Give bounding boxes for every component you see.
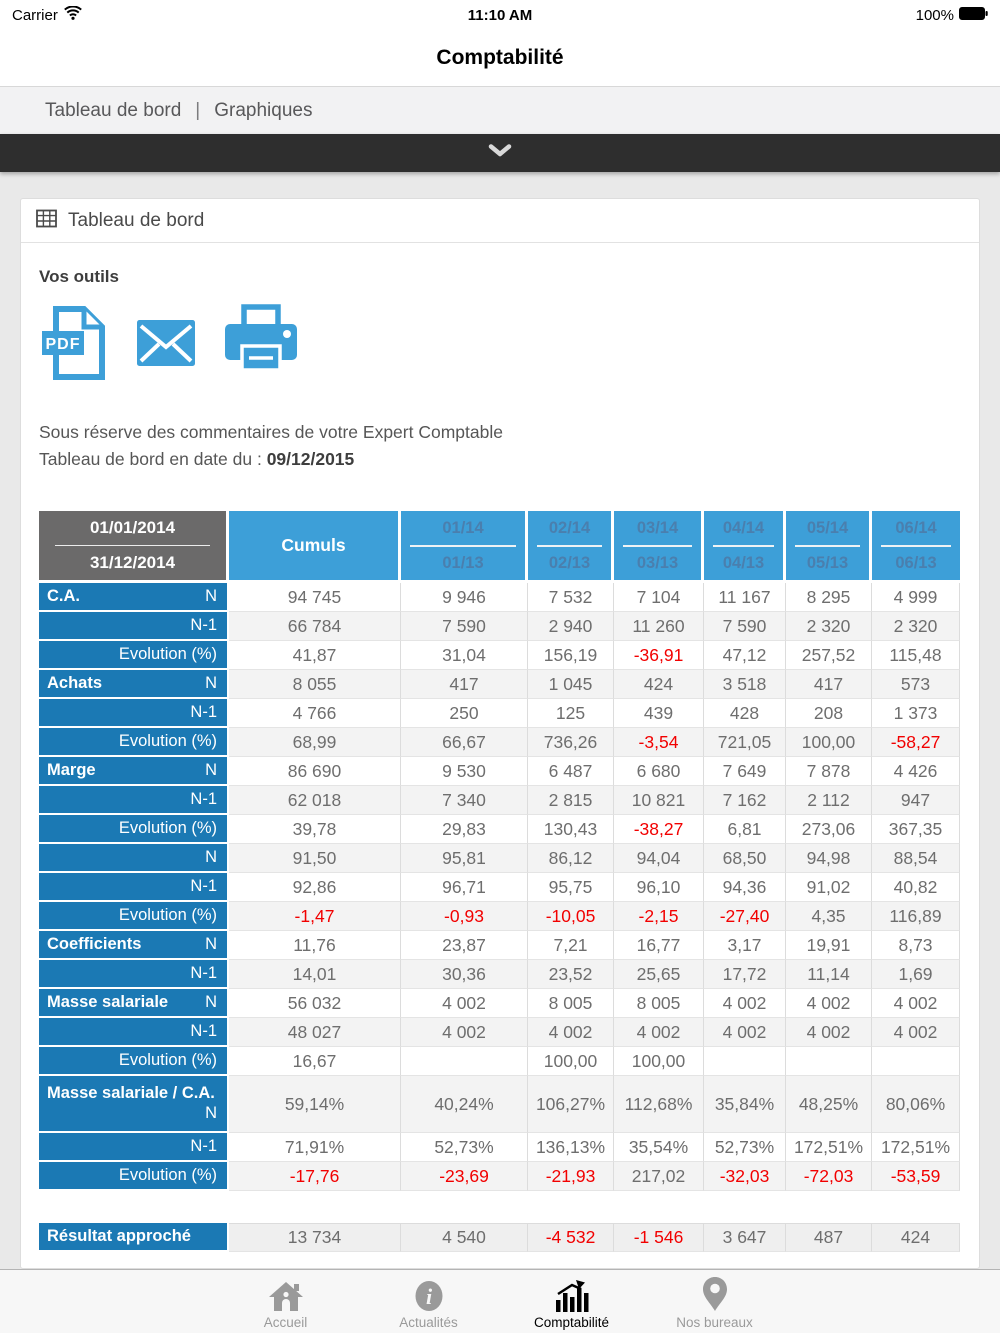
table-cell: 2 320 bbox=[872, 612, 960, 641]
table-cell: 4 540 bbox=[401, 1223, 528, 1252]
table-cell: 257,52 bbox=[786, 641, 872, 670]
table-cell: 88,54 bbox=[872, 844, 960, 873]
map-pin-icon bbox=[702, 1278, 728, 1312]
table-cell: 29,83 bbox=[401, 815, 528, 844]
table-cell: 91,02 bbox=[786, 873, 872, 902]
table-cell: 80,06% bbox=[872, 1076, 960, 1133]
row-label: N-1 bbox=[39, 699, 229, 728]
table-cell bbox=[872, 1047, 960, 1076]
wifi-icon bbox=[64, 6, 82, 24]
table-cell: 95,81 bbox=[401, 844, 528, 873]
send-email-button[interactable] bbox=[137, 320, 195, 366]
row-label: Evolution (%) bbox=[39, 902, 229, 931]
table-cell: 8 005 bbox=[528, 989, 614, 1018]
dashboard-table bbox=[39, 511, 960, 1252]
table-cell: -3,54 bbox=[614, 728, 704, 757]
table-cell: 7 590 bbox=[704, 612, 786, 641]
table-cell: 106,27% bbox=[528, 1076, 614, 1133]
table-row bbox=[39, 583, 960, 612]
tab-actualites[interactable] bbox=[357, 1270, 500, 1333]
table-cell: 4 002 bbox=[786, 1018, 872, 1047]
table-row bbox=[39, 670, 960, 699]
table-cell: 4 002 bbox=[614, 1018, 704, 1047]
table-cell: 16,67 bbox=[229, 1047, 401, 1076]
pdf-export-button[interactable] bbox=[39, 305, 109, 381]
table-cell: -0,93 bbox=[401, 902, 528, 931]
table-row bbox=[39, 1133, 960, 1162]
table-row bbox=[39, 1162, 960, 1191]
table-cell: 1 045 bbox=[528, 670, 614, 699]
table-cell: -32,03 bbox=[704, 1162, 786, 1191]
tab-label: Nos bureaux bbox=[676, 1315, 753, 1330]
row-label: Evolution (%) bbox=[39, 815, 229, 844]
result-row bbox=[39, 1223, 960, 1252]
row-label: Achats N bbox=[39, 670, 229, 699]
table-row bbox=[39, 1076, 960, 1133]
table-cell: 41,87 bbox=[229, 641, 401, 670]
battery-percent: 100% bbox=[915, 6, 954, 24]
table-cell: 30,36 bbox=[401, 960, 528, 989]
table-row bbox=[39, 757, 960, 786]
table-cell: -58,27 bbox=[872, 728, 960, 757]
table-row bbox=[39, 960, 960, 989]
table-cell: 7 104 bbox=[614, 583, 704, 612]
page-title: Comptabilité bbox=[436, 46, 564, 69]
table-cell: 59,14% bbox=[229, 1076, 401, 1133]
table-spacer-row bbox=[39, 1191, 960, 1223]
table-cell: 4 002 bbox=[872, 989, 960, 1018]
note-line1: Sous réserve des commentaires de votre Expert Comptable bbox=[39, 422, 503, 442]
bar-chart-icon bbox=[554, 1278, 590, 1312]
row-label: N bbox=[39, 844, 229, 873]
month-header: 04/14 04/13 bbox=[704, 511, 786, 583]
table-cell: -38,27 bbox=[614, 815, 704, 844]
table-cell: 56 032 bbox=[229, 989, 401, 1018]
table-cell: 100,00 bbox=[786, 728, 872, 757]
info-icon bbox=[414, 1278, 444, 1312]
tools-row bbox=[39, 303, 961, 383]
svg-text:i: i bbox=[425, 1284, 432, 1309]
table-row bbox=[39, 989, 960, 1018]
tab-label: Accueil bbox=[263, 1315, 308, 1330]
svg-text:PDF: PDF bbox=[45, 336, 81, 353]
table-row bbox=[39, 931, 960, 960]
table-cell: 4 426 bbox=[872, 757, 960, 786]
table-cell: 721,05 bbox=[704, 728, 786, 757]
table-cell: 62 018 bbox=[229, 786, 401, 815]
printer-icon bbox=[223, 304, 299, 382]
table-cell: 9 530 bbox=[401, 757, 528, 786]
table-cell: 208 bbox=[786, 699, 872, 728]
card-title: Tableau de bord bbox=[68, 209, 205, 231]
table-cell: 428 bbox=[704, 699, 786, 728]
row-label: Masse salariale / C.A. N bbox=[39, 1076, 229, 1133]
table-cell: -23,69 bbox=[401, 1162, 528, 1191]
table-cell: 31,04 bbox=[401, 641, 528, 670]
table-cell: 2 112 bbox=[786, 786, 872, 815]
month-header: 01/14 01/13 bbox=[401, 511, 528, 583]
table-cell: 7 340 bbox=[401, 786, 528, 815]
table-cell: 86 690 bbox=[229, 757, 401, 786]
table-cell: 7 532 bbox=[528, 583, 614, 612]
title-bar bbox=[0, 30, 1000, 86]
table-cell: 1,69 bbox=[872, 960, 960, 989]
row-label: N-1 bbox=[39, 612, 229, 641]
row-label: N-1 bbox=[39, 1133, 229, 1162]
table-cell: 96,71 bbox=[401, 873, 528, 902]
table-cell: 7 162 bbox=[704, 786, 786, 815]
tools-title: Vos outils bbox=[39, 267, 119, 286]
table-cell: 48 027 bbox=[229, 1018, 401, 1047]
row-label: Evolution (%) bbox=[39, 641, 229, 670]
cumuls-header: Cumuls bbox=[229, 511, 401, 583]
table-cell: 487 bbox=[786, 1223, 872, 1252]
table-row bbox=[39, 815, 960, 844]
table-cell: 39,78 bbox=[229, 815, 401, 844]
table-cell: 1 373 bbox=[872, 699, 960, 728]
table-cell: 52,73% bbox=[704, 1133, 786, 1162]
home-icon bbox=[268, 1278, 304, 1312]
table-cell: -1,47 bbox=[229, 902, 401, 931]
table-cell: 91,50 bbox=[229, 844, 401, 873]
table-cell: -27,40 bbox=[704, 902, 786, 931]
row-label: Masse salariale N bbox=[39, 989, 229, 1018]
table-cell: 439 bbox=[614, 699, 704, 728]
month-header: 03/14 03/13 bbox=[614, 511, 704, 583]
table-cell: 8 295 bbox=[786, 583, 872, 612]
table-cell: 3 647 bbox=[704, 1223, 786, 1252]
table-cell: 68,50 bbox=[704, 844, 786, 873]
table-cell: 573 bbox=[872, 670, 960, 699]
table-cell: 10 821 bbox=[614, 786, 704, 815]
nav-graphiques[interactable]: Graphiques bbox=[214, 99, 313, 121]
table-cell: 4,35 bbox=[786, 902, 872, 931]
table-cell: 11,76 bbox=[229, 931, 401, 960]
note-line2: Tableau de bord en date du : 09/12/2015 bbox=[39, 449, 355, 469]
table-cell: 66,67 bbox=[401, 728, 528, 757]
table-cell: 947 bbox=[872, 786, 960, 815]
table-cell: 8 055 bbox=[229, 670, 401, 699]
table-cell: 9 946 bbox=[401, 583, 528, 612]
table-cell: -53,59 bbox=[872, 1162, 960, 1191]
table-cell: 35,84% bbox=[704, 1076, 786, 1133]
table-cell: -21,93 bbox=[528, 1162, 614, 1191]
table-cell: 367,35 bbox=[872, 815, 960, 844]
month-header: 06/14 06/13 bbox=[872, 511, 960, 583]
table-row bbox=[39, 641, 960, 670]
table-cell: 100,00 bbox=[614, 1047, 704, 1076]
table-cell: -4 532 bbox=[528, 1223, 614, 1252]
table-cell: 52,73% bbox=[401, 1133, 528, 1162]
row-label: Evolution (%) bbox=[39, 1162, 229, 1191]
table-cell: 116,89 bbox=[872, 902, 960, 931]
table-cell: 7 649 bbox=[704, 757, 786, 786]
table-cell: 115,48 bbox=[872, 641, 960, 670]
table-cell: 424 bbox=[614, 670, 704, 699]
carrier-label: Carrier bbox=[12, 6, 58, 24]
table-cell: 136,13% bbox=[528, 1133, 614, 1162]
table-cell: 125 bbox=[528, 699, 614, 728]
table-cell: 3,17 bbox=[704, 931, 786, 960]
row-label: N-1 bbox=[39, 960, 229, 989]
month-header: 05/14 05/13 bbox=[786, 511, 872, 583]
sub-nav bbox=[0, 86, 1000, 134]
table-row bbox=[39, 844, 960, 873]
table-cell: 7 878 bbox=[786, 757, 872, 786]
table-cell: 6,81 bbox=[704, 815, 786, 844]
table-cell: -1 546 bbox=[614, 1223, 704, 1252]
row-label: N-1 bbox=[39, 873, 229, 902]
table-cell: 48,25% bbox=[786, 1076, 872, 1133]
table-cell: 4 999 bbox=[872, 583, 960, 612]
tab-label: Comptabilité bbox=[533, 1315, 610, 1330]
tab-nos-bureaux[interactable] bbox=[643, 1270, 786, 1333]
table-cell: 68,99 bbox=[229, 728, 401, 757]
table-cell: 71,91% bbox=[229, 1133, 401, 1162]
month-header: 02/14 02/13 bbox=[528, 511, 614, 583]
table-cell: 7,21 bbox=[528, 931, 614, 960]
table-cell: 156,19 bbox=[528, 641, 614, 670]
row-label: Résultat approché bbox=[39, 1223, 229, 1252]
table-cell: 4 002 bbox=[401, 989, 528, 1018]
status-bar bbox=[0, 0, 1000, 30]
table-cell: 8 005 bbox=[614, 989, 704, 1018]
table-cell: 4 002 bbox=[704, 1018, 786, 1047]
tab-accueil[interactable] bbox=[214, 1270, 357, 1333]
table-cell: 66 784 bbox=[229, 612, 401, 641]
table-cell: 4 002 bbox=[401, 1018, 528, 1047]
table-cell: 4 002 bbox=[704, 989, 786, 1018]
table-cell: 130,43 bbox=[528, 815, 614, 844]
table-cell: 3 518 bbox=[704, 670, 786, 699]
pdf-icon bbox=[39, 305, 109, 381]
table-cell: -17,76 bbox=[229, 1162, 401, 1191]
table-cell: 94,36 bbox=[704, 873, 786, 902]
table-cell: 112,68% bbox=[614, 1076, 704, 1133]
table-cell: -10,05 bbox=[528, 902, 614, 931]
battery-icon bbox=[959, 7, 988, 24]
table-cell: 417 bbox=[786, 670, 872, 699]
table-cell: 23,52 bbox=[528, 960, 614, 989]
table-cell: 100,00 bbox=[528, 1047, 614, 1076]
table-cell: 4 002 bbox=[786, 989, 872, 1018]
table-cell: 217,02 bbox=[614, 1162, 704, 1191]
table-cell: 23,87 bbox=[401, 931, 528, 960]
card-header bbox=[21, 199, 979, 243]
period-header: 01/01/2014 31/12/2014 bbox=[39, 511, 229, 583]
table-cell bbox=[704, 1047, 786, 1076]
row-label: Evolution (%) bbox=[39, 1047, 229, 1076]
row-label: Marge N bbox=[39, 757, 229, 786]
table-cell: 94,98 bbox=[786, 844, 872, 873]
table-cell: 172,51% bbox=[872, 1133, 960, 1162]
table-cell: -72,03 bbox=[786, 1162, 872, 1191]
table-cell: 16,77 bbox=[614, 931, 704, 960]
table-header-row bbox=[39, 511, 960, 583]
card-body bbox=[21, 243, 979, 1252]
row-label: Coefficients N bbox=[39, 931, 229, 960]
table-row bbox=[39, 786, 960, 815]
row-label: N-1 bbox=[39, 1018, 229, 1047]
table-grid-icon bbox=[36, 209, 57, 233]
table-cell: 14,01 bbox=[229, 960, 401, 989]
row-label: N-1 bbox=[39, 786, 229, 815]
report-date: 09/12/2015 bbox=[266, 449, 355, 469]
table-cell: 86,12 bbox=[528, 844, 614, 873]
table-cell: 40,82 bbox=[872, 873, 960, 902]
table-cell: 8,73 bbox=[872, 931, 960, 960]
table-cell: 25,65 bbox=[614, 960, 704, 989]
table-cell: 424 bbox=[872, 1223, 960, 1252]
collapse-toggle[interactable] bbox=[0, 134, 1000, 172]
table-cell: 11,14 bbox=[786, 960, 872, 989]
table-row bbox=[39, 612, 960, 641]
print-button[interactable] bbox=[223, 304, 299, 382]
table-row bbox=[39, 728, 960, 757]
nav-tableau-de-bord[interactable]: Tableau de bord bbox=[45, 99, 182, 121]
tab-label: Actualités bbox=[399, 1315, 458, 1330]
table-cell: 47,12 bbox=[704, 641, 786, 670]
table-cell: 736,26 bbox=[528, 728, 614, 757]
table-row bbox=[39, 873, 960, 902]
table-cell: -2,15 bbox=[614, 902, 704, 931]
clock: 11:10 AM bbox=[467, 6, 533, 24]
table-cell: 96,10 bbox=[614, 873, 704, 902]
table-cell bbox=[786, 1047, 872, 1076]
table-cell: 92,86 bbox=[229, 873, 401, 902]
table-cell: -36,91 bbox=[614, 641, 704, 670]
table-cell: 4 002 bbox=[528, 1018, 614, 1047]
content-area bbox=[0, 172, 1000, 1269]
table-cell: 6 487 bbox=[528, 757, 614, 786]
table-cell: 94,04 bbox=[614, 844, 704, 873]
nav-separator: | bbox=[195, 99, 201, 121]
table-cell: 13 734 bbox=[229, 1223, 401, 1252]
table-row bbox=[39, 902, 960, 931]
row-label: Evolution (%) bbox=[39, 728, 229, 757]
chevron-down-icon bbox=[487, 144, 513, 162]
table-cell: 11 167 bbox=[704, 583, 786, 612]
table-cell: 7 590 bbox=[401, 612, 528, 641]
table-cell: 11 260 bbox=[614, 612, 704, 641]
row-label: C.A. N bbox=[39, 583, 229, 612]
table-cell: 35,54% bbox=[614, 1133, 704, 1162]
table-cell: 2 815 bbox=[528, 786, 614, 815]
table-cell: 6 680 bbox=[614, 757, 704, 786]
table-cell: 4 002 bbox=[872, 1018, 960, 1047]
email-icon bbox=[137, 320, 195, 366]
table-cell: 17,72 bbox=[704, 960, 786, 989]
table-cell: 4 766 bbox=[229, 699, 401, 728]
table-cell: 2 320 bbox=[786, 612, 872, 641]
table-row bbox=[39, 1047, 960, 1076]
table-cell: 273,06 bbox=[786, 815, 872, 844]
table-cell: 2 940 bbox=[528, 612, 614, 641]
table-cell bbox=[401, 1047, 528, 1076]
table-cell: 19,91 bbox=[786, 931, 872, 960]
table-cell: 94 745 bbox=[229, 583, 401, 612]
table-row bbox=[39, 1018, 960, 1047]
table-cell: 417 bbox=[401, 670, 528, 699]
disclaimer-note bbox=[39, 419, 961, 473]
table-cell: 250 bbox=[401, 699, 528, 728]
table-row bbox=[39, 699, 960, 728]
table-cell: 95,75 bbox=[528, 873, 614, 902]
bottom-tab-bar bbox=[0, 1269, 1000, 1333]
table-cell: 172,51% bbox=[786, 1133, 872, 1162]
table-cell: 40,24% bbox=[401, 1076, 528, 1133]
dashboard-card bbox=[20, 198, 980, 1269]
tab-comptabilite[interactable] bbox=[500, 1270, 643, 1333]
